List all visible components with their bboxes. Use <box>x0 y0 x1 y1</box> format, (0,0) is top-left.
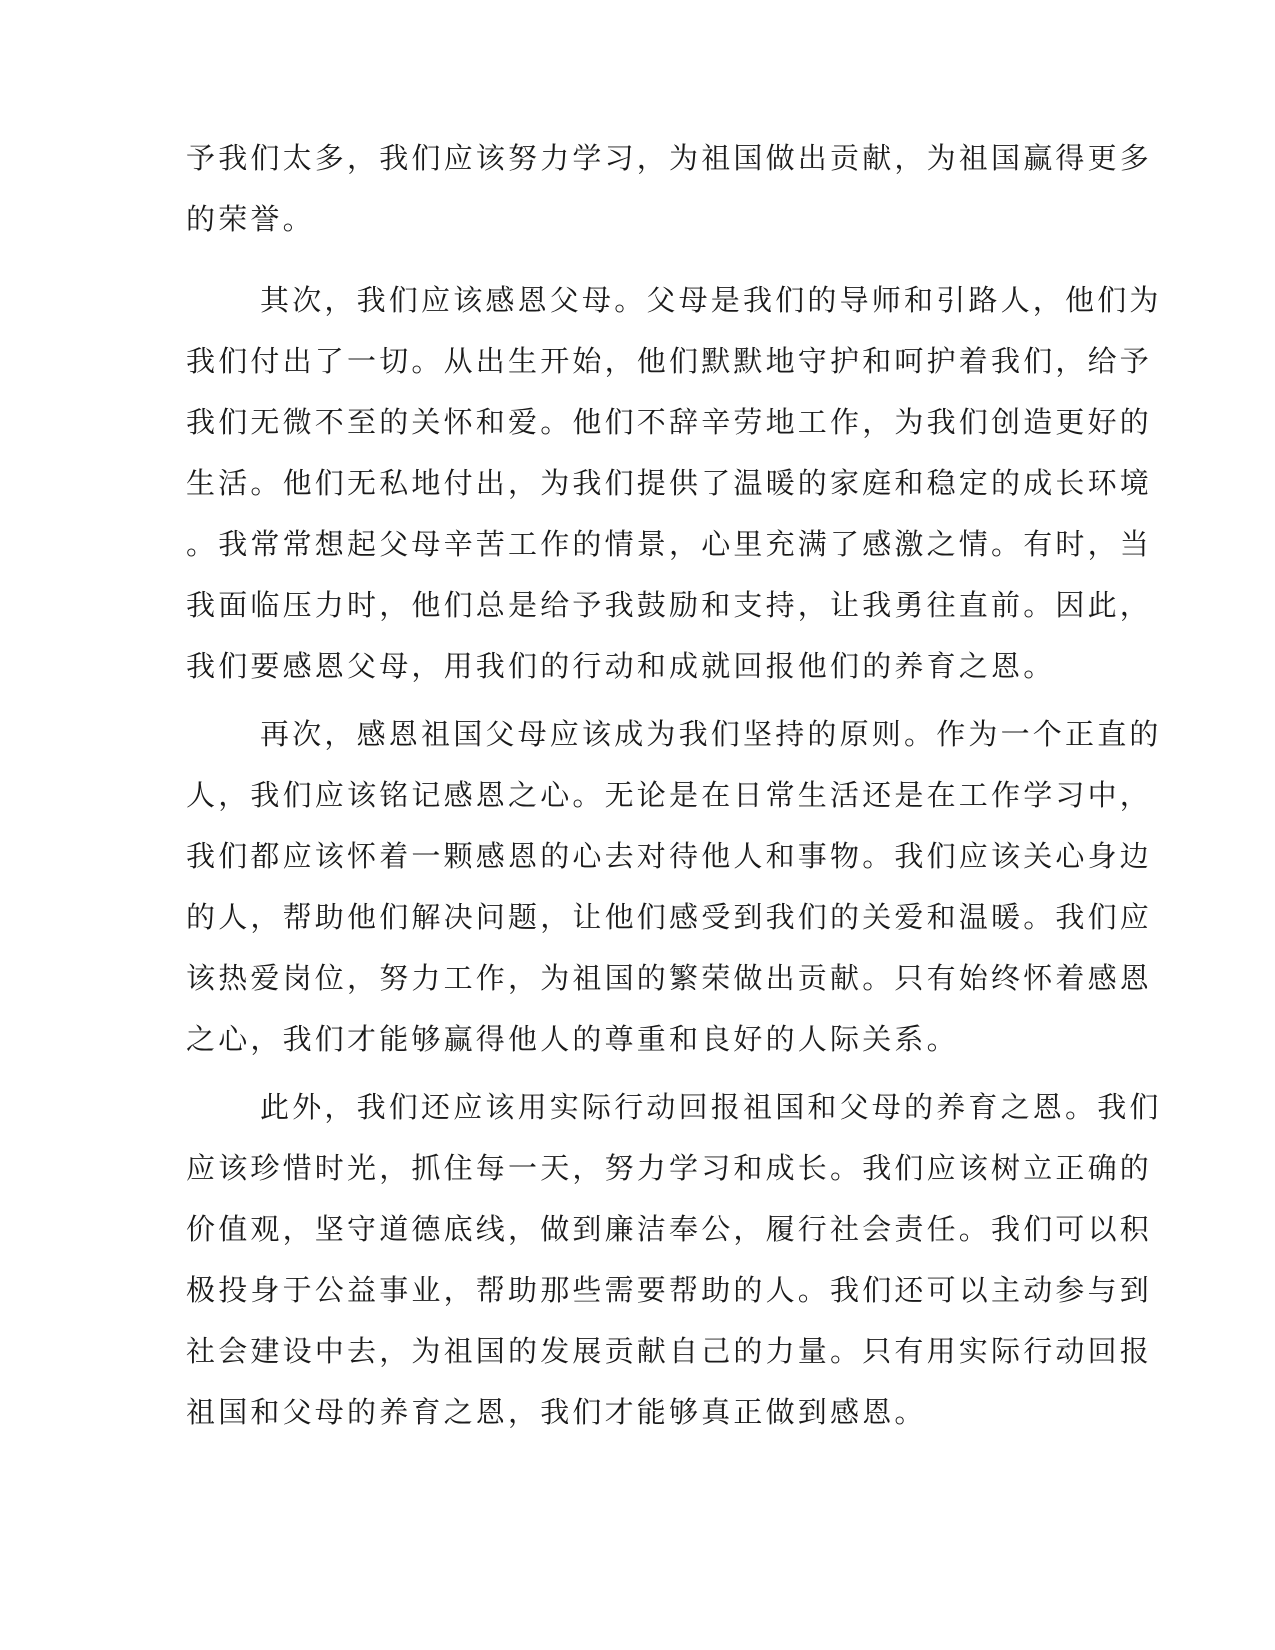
text-line: 社会建设中去，为祖国的发展贡献自己的力量。只有用实际行动回报 <box>186 1334 1153 1368</box>
text-line: 我们要感恩父母，用我们的行动和成就回报他们的养育之恩。 <box>186 649 1056 683</box>
paragraph-first-line: 此外，我们还应该用实际行动回报祖国和父母的养育之恩。我们 <box>260 1090 1162 1124</box>
text-line: 祖国和父母的养育之恩，我们才能够真正做到感恩。 <box>186 1395 927 1429</box>
text-line: 我面临压力时，他们总是给予我鼓励和支持，让我勇往直前。因此， <box>186 588 1153 622</box>
paragraph-first-line: 再次，感恩祖国父母应该成为我们坚持的原则。作为一个正直的 <box>260 717 1162 751</box>
text-line: 价值观，坚守道德底线，做到廉洁奉公，履行社会责任。我们可以积 <box>186 1212 1153 1246</box>
text-line: 的人，帮助他们解决问题，让他们感受到我们的关爱和温暖。我们应 <box>186 900 1153 934</box>
text-line: 该热爱岗位，努力工作，为祖国的繁荣做出贡献。只有始终怀着感恩 <box>186 961 1153 995</box>
text-line: 我们无微不至的关怀和爱。他们不辞辛劳地工作，为我们创造更好的 <box>186 405 1153 439</box>
text-line: 生活。他们无私地付出，为我们提供了温暖的家庭和稳定的成长环境 <box>186 466 1153 500</box>
text-line: 。我常常想起父母辛苦工作的情景，心里充满了感激之情。有时，当 <box>186 527 1153 561</box>
text-line: 人，我们应该铭记感恩之心。无论是在日常生活还是在工作学习中， <box>186 778 1153 812</box>
text-line: 极投身于公益事业，帮助那些需要帮助的人。我们还可以主动参与到 <box>186 1273 1153 1307</box>
text-line: 我们都应该怀着一颗感恩的心去对待他人和事物。我们应该关心身边 <box>186 839 1153 873</box>
text-line: 应该珍惜时光，抓住每一天，努力学习和成长。我们应该树立正确的 <box>186 1151 1153 1185</box>
text-line: 我们付出了一切。从出生开始，他们默默地守护和呵护着我们，给予 <box>186 344 1153 378</box>
text-line: 的荣誉。 <box>186 202 315 236</box>
text-line: 予我们太多，我们应该努力学习，为祖国做出贡献，为祖国赢得更多 <box>186 141 1153 175</box>
paragraph-first-line: 其次，我们应该感恩父母。父母是我们的导师和引路人，他们为 <box>260 283 1162 317</box>
text-line: 之心，我们才能够赢得他人的尊重和良好的人际关系。 <box>186 1022 959 1056</box>
